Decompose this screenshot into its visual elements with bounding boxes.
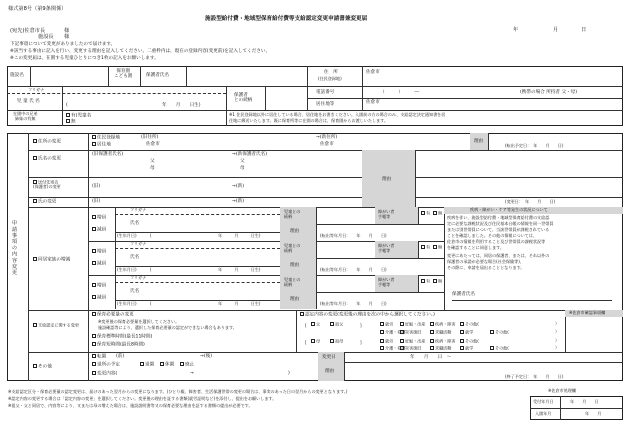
cert-reason-option[interactable]: その他( — [490, 330, 509, 335]
checkbox[interactable] — [433, 211, 437, 215]
footnote-2: ※認定内容の変更する場合は「認定内容の変更」を選択してください。変更後の理由を証する書類(就労証明など)を添付し、提出をお願いします。 — [8, 396, 277, 401]
old-address-label: (旧住所) — [141, 135, 159, 140]
member-birth-format: 年 月 日生) — [218, 301, 261, 306]
cert-bracket-close: ） — [555, 329, 560, 334]
sibling-label: 在園中の兄弟 姉妹の有無 — [13, 111, 38, 121]
checkbox[interactable] — [311, 339, 315, 343]
checkbox[interactable] — [92, 354, 96, 358]
new-guardian-name-label: →(新保護者氏名) — [232, 152, 267, 157]
checkbox[interactable] — [430, 330, 434, 334]
checkbox[interactable] — [140, 362, 144, 366]
member-name-label: 氏名 — [130, 289, 140, 294]
checkbox[interactable] — [66, 119, 70, 123]
certification-office-label: ※佐倉市確認事項欄 — [569, 310, 606, 315]
new-address-label: →(新住所) — [316, 135, 338, 140]
form-number: 様式第8号（第9条関係） — [8, 6, 67, 12]
member-disability-label: 障がい者 手帳等 — [378, 277, 395, 287]
member-transfer-date: (転出等年月日： 年 月 日) — [320, 301, 387, 306]
disability-notice-line-2: 定に必要な課税状況及び住民基本台帳の情報を同一世帯員 — [447, 221, 554, 226]
cert-reason-option[interactable]: 就労 — [380, 322, 393, 327]
member-relation-label: 児童との 続柄 — [284, 243, 301, 253]
surname-change-option[interactable]: 氏の変更 — [33, 199, 56, 205]
checkbox[interactable] — [92, 249, 96, 253]
checkbox[interactable] — [330, 339, 334, 343]
intro-line-3: ※この変更届は、在園する児童ひとりにつき1枚の記入をお願いします。 — [10, 56, 159, 61]
member-birth-open: ( — [150, 233, 152, 238]
disability-notice-line-6: を確認することに同意します。 — [447, 245, 504, 250]
sibling-no-option[interactable]: 無 — [66, 119, 76, 125]
member-birth-label: (生年月日) — [117, 233, 137, 238]
addressee-city-honorific: 様 — [64, 28, 70, 34]
surname-old: (旧) — [92, 199, 101, 204]
member-furigana-label: フリガナ — [130, 275, 147, 280]
send-new: →(新) — [232, 184, 245, 189]
form-title: 施設型給付費・地域型保育給付費等支給認定変更申請書兼変更届 — [205, 16, 368, 22]
other-reason-label: 理由 — [325, 369, 335, 374]
cert-reason-option[interactable]: その他( — [490, 346, 509, 351]
residence-notice-2: 住地に郵送いたします。既に保育所等に在園の場合は、保育園からお渡しいたします。 — [229, 118, 388, 123]
moving-date: (転出予定日： 年 月 日) — [505, 143, 564, 148]
checkbox[interactable] — [433, 279, 437, 283]
application-form-page: 様式第8号（第9条関係） 施設型給付費・地域型保育給付費等支給認定変更申請書兼変更届 年 月 日 (宛先)佐倉市長 様 施設長 様 下記事項について変更がありましたので届けます。 ※該当する事由に記入を行い、変更する理由を記入してください。二重枠内は、現在の登録内容(変更前)を記入してください。 ※この変更届は、在園する児童ひとりにつき1枚の記入をお願いします。 施設名 保育園 こども園 保護者氏名 住 所 (住民登録地) 佐倉市 フリガナ 児 童 氏 名 ( 年 月 日生) 保護者 との続柄 電話番号 （ ） ― (携帯の場合 所持者 父・母) 居住地等 佐倉市 在園中の兄弟 姉妹の有無 有(児童名 無 ※1 住民登録地以外に居住している場合、居住地をお書きください。入園前の方の場合のみ、支給認定決定通知書を居 住地に郵送いたします。既に保育所等に在園の場合は、保育園からお渡しいたします。 申請事項の内容変更 住所の変更 住民登録地 居住地 (旧住所) 佐倉市 →(新住所) 佐倉市 理由 (転出予定日： 年 月 日) 氏名の変更 (旧保護者氏名) 父 母 →(新保護者氏名) 父 母 理由 送付先宛名 (保護者)の変更 (旧) →(新) 氏の変更 (旧) →(新) (変更日： 年 月 日) 同居家族の増減 増員 減員 フリガナ 氏名 (生年月日) ( 年 月 日生) 児童との 続柄 障がい者 手帳等 有 無 理由 (転出等年月日： 年 月 日) 増員 減員 フリガナ 氏名 (生年月日) ( 年 月 日生) 児童との 続柄 障がい者 手帳等 有 無 理由 (転出等年月日： 年 月 日) 増員 減員 フリガナ 氏名 (生年月日) ( 年 月 日生) 児童との 続柄 障がい者 手帳等 有 無 理由 (転出等年月日： 年 月 日) 疾病・障がい・ケア等発生の状況について 疾病を伴い、施設型給付費・地域型保育給付費の支給認 定に必要な課税状況及び住民基本台帳の情報を同一世帯員 または別世帯員について、当該世帯員が課税されている ことを確認しました。その他の情報については、 佐倉市の情報を利用すること及び世帯員の課税状況等 を確認することに同意します。 変更にあたっては、同居の保護者、または、それ以外の 保護者の承諾が必要な場合(社会保険等)、 その際に、申請を届出ることとなります。 保護者氏名 支給認定に関する変更 保育必要量の変更 ※変更後の保育必要量を選択してください。 施設確認等により、選択した保育必要量の認定ができない場合もあります。 保育標準時間(最長11時間) 保育短時間(最長8時間) 認定内容の変更(変更後の理由を次の中から選択してください。) ※佐倉市確認事項欄 [ 父 祖父 ] 就労 妊娠・出産 疾病・障害 その他( ） 介護・看護 災害復旧 求職活動 就学 その他( ） [ 母 祖母 ] 就労 妊娠・出産 疾病・障害 その他( ） 介護・看護 災害復旧 求職活動 就学 その他( ） その他 転園 (前) →(後) 退所の予定 退園 休園 廃止 変更内容( → ) 変更日 年 月 日 ～ 理由 (終了予定日： 年 月 日) ※支給認定区分・保育必要量の認定変更は、届けのあった翌月からの変更になります。(ひとり親、障害者、生活保護世帯の変更の場合は、事実のあった日の翌月からの変更となります。) ※認定内容の変更する場合は「認定内容の変更」を選択してください。変更後の理由を証する書類(就労証明など)を添付し、提出をお願いします。 ※祖父・父と同居で、内容等により、又または母の増えた場合は、施設説明書等又の保育必要な理由を証する書類の提出が必要です。 ※佐倉市処理欄 受付年月日 年 月 日 入園年月 年 月 — [0, 0, 630, 439]
member-disability-label: 障がい者 手帳等 — [378, 243, 395, 253]
checkbox[interactable] — [490, 330, 494, 334]
office-entered-format: 年 月 — [585, 411, 602, 416]
withdraw-opt-2[interactable]: 休園 — [160, 362, 174, 368]
disability-notice-line-9: その際に、申請を届出ることとなります。 — [447, 265, 525, 270]
cert-reason-option[interactable]: 就学 — [460, 330, 473, 335]
cert-reason-option[interactable]: 妊娠・出産 — [400, 339, 425, 344]
send-address-change-option[interactable]: 送付先宛名 (保護者)の変更 — [33, 179, 61, 190]
cert-bracket-close: ） — [555, 321, 560, 326]
member-reason-label: 理由 — [290, 297, 300, 302]
cert-reason-option[interactable]: 疾病・障害 — [430, 322, 455, 327]
cert-reason-option[interactable]: 就労 — [380, 339, 393, 344]
cert-bracket-close: ） — [555, 345, 560, 350]
household-decrease-option[interactable]: 減員 — [92, 227, 106, 233]
change-date-format: 年 月 日 ～ — [410, 355, 452, 360]
member-disability-label: 障がい者 手帳等 — [378, 209, 395, 219]
member-name-label: 氏名 — [130, 255, 140, 260]
transfer-option[interactable]: 転園 — [92, 354, 106, 360]
cert-person-c[interactable]: 祖母 — [330, 339, 343, 344]
disability-notice-line-1: 疾病を伴い、施設型給付費・地域型保育給付費の支給認 — [447, 215, 550, 220]
checkbox[interactable] — [92, 362, 96, 366]
checkbox[interactable] — [400, 330, 404, 334]
member-birth-format: 年 月 日生) — [218, 233, 261, 238]
checkbox[interactable] — [92, 371, 96, 375]
residence-notice-1: ※1 住民登録地以外に居住している場合、居住地をお書きください。入園前の方の場合のみ、支給認定決定通知書を居 — [229, 112, 446, 117]
checkbox[interactable] — [430, 346, 434, 350]
end-date: (終了予定日： 年 月 日) — [505, 374, 564, 379]
disability-notice-line-7: 変更にあたっては、同居の保護者、または、それ以外の — [447, 253, 550, 258]
contents-change-option[interactable]: 変更内容( — [92, 371, 117, 377]
child-birth-open: ( — [66, 103, 68, 108]
transfer-from: (前) — [116, 354, 125, 359]
member-furigana-label: フリガナ — [130, 241, 147, 246]
checkbox[interactable] — [180, 362, 184, 366]
old-address-city: 佐倉市 — [146, 142, 160, 147]
furigana-label: フリガナ — [28, 87, 45, 92]
member-birth-label: (生年月日) — [117, 301, 137, 306]
old-guardian-name-label: (旧保護者氏名) — [92, 152, 124, 157]
checkbox[interactable] — [311, 322, 315, 326]
care-amount-change-option[interactable]: 保育必要量の変更 — [92, 312, 134, 318]
facility-label: 施設名 — [10, 73, 24, 78]
checkbox[interactable] — [460, 330, 464, 334]
cert-bracket-close: ） — [555, 338, 560, 343]
cert-reason-option[interactable]: その他( — [460, 322, 479, 327]
address-sub-label: (住民登録地) — [318, 76, 342, 81]
withdraw-opt-1[interactable]: 退園 — [140, 362, 154, 368]
care-amount-note: ※変更後の保育必要量を選択してください。 — [98, 319, 180, 324]
disability-notice-line-8: 保護者の承諾が必要な場合(社会保険等)、 — [447, 259, 524, 264]
relation-label: 保護者 との続柄 — [234, 93, 253, 104]
member-birth-open: ( — [150, 267, 152, 272]
contents-close: ) — [288, 371, 290, 376]
household-increase-option[interactable]: 増員 — [92, 215, 106, 221]
residence-address-option[interactable]: 居住地 — [92, 142, 111, 148]
surname-new: →(新) — [232, 199, 245, 204]
old-guardian-father: 父 — [150, 159, 155, 164]
checkbox[interactable] — [33, 364, 37, 368]
disability-notice-title: 疾病・障がい・ケア等発生の状況について — [470, 207, 548, 212]
checkbox[interactable] — [66, 113, 70, 117]
disability-notice-line-4: ことを確認しました。その他の情報については、 — [447, 233, 537, 238]
certification-reason-option[interactable]: 認定内容の変更(変更後の理由を次の中から選択してください。) — [300, 312, 435, 318]
address-value: 佐倉市 — [366, 70, 380, 75]
checkbox[interactable] — [33, 156, 37, 160]
cert-reason-option[interactable]: 妊娠・出産 — [400, 322, 425, 327]
household-change-option[interactable]: 同居家族の増減 — [33, 257, 70, 263]
change-date-label: 変更日 — [322, 355, 336, 360]
phone-owner: (携帯の場合 所持者 父・母) — [520, 90, 578, 95]
checkbox[interactable] — [92, 342, 96, 346]
checkbox[interactable] — [460, 346, 464, 350]
addressee-director: 施設長 — [38, 34, 54, 40]
new-guardian-mother: 母 — [240, 166, 245, 171]
member-transfer-date: (転出等年月日： 年 月 日) — [320, 267, 387, 272]
addressee-director-honorific: 様 — [64, 34, 70, 40]
checkbox[interactable] — [380, 330, 384, 334]
care-amount-note-2: 施設確認等により、選択した保育必要量の認定ができない場合もあります。 — [98, 325, 237, 330]
facility-type: 保育園 こども園 — [114, 69, 133, 80]
residence-value: 佐倉市 — [366, 100, 380, 105]
checkbox[interactable] — [400, 322, 404, 326]
residence-label: 居住地等 — [316, 102, 335, 107]
disability-notice-line-5: 佐倉市の情報を利用すること及び世帯員の課税状況等 — [447, 239, 546, 244]
checkbox[interactable] — [33, 139, 37, 143]
footnote-3: ※祖父・父と同居で、内容等により、又または母の増えた場合は、施設説明書等又の保育必要な理由を証する書類の提出が必要です。 — [8, 403, 253, 408]
date-day: 日 — [581, 27, 587, 33]
side-label: 申請事項の内容変更 — [11, 220, 17, 276]
disability-yes-option[interactable]: 有 — [421, 211, 430, 216]
checkbox[interactable] — [92, 227, 96, 231]
member-birth-open: ( — [150, 301, 152, 306]
checkbox[interactable] — [421, 279, 425, 283]
withdrawal-option[interactable]: 退所の予定 — [92, 362, 120, 368]
guardian-name-label: 保護者氏名 — [146, 73, 169, 78]
addressee-city: (宛先)佐倉市長 — [10, 28, 46, 34]
disability-no-option[interactable]: 無 — [433, 211, 442, 216]
member-name-label: 氏名 — [130, 221, 140, 226]
address-label: 住 所 — [324, 70, 338, 75]
cert-person-c[interactable]: 祖父 — [330, 322, 343, 327]
member-relation-label: 児童との 続柄 — [284, 277, 301, 287]
contents-arrow: → — [190, 371, 194, 376]
withdraw-opt-3[interactable]: 廃止 — [180, 362, 194, 368]
office-received-format: 年 月 日 — [570, 399, 599, 404]
disability-notice-line-3: または別世帯員について、当該世帯員が課税されている — [447, 227, 550, 232]
checkbox[interactable] — [33, 257, 37, 261]
name-change-option[interactable]: 氏名の変更 — [33, 156, 61, 162]
checkbox[interactable] — [430, 322, 434, 326]
household-decrease-option[interactable]: 減員 — [92, 261, 106, 267]
checkbox[interactable] — [380, 322, 384, 326]
checkbox[interactable] — [421, 245, 425, 249]
address-reason-label: 理由 — [474, 139, 484, 144]
member-birth-format: 年 月 日生) — [218, 267, 261, 272]
checkbox[interactable] — [380, 339, 384, 343]
cert-reason-option[interactable]: 災害復旧 — [400, 330, 421, 335]
child-birth-format: 年 月 日生) — [162, 103, 201, 108]
office-received-label: 受付年月日 — [533, 399, 554, 404]
member-furigana-label: フリガナ — [130, 207, 147, 212]
cert-reason-option[interactable]: 介護・看護 — [380, 330, 405, 335]
name-reason-label: 理由 — [382, 177, 392, 182]
cert-reason-option[interactable]: その他( — [460, 339, 479, 344]
checkbox[interactable] — [160, 362, 164, 366]
short-hours-option[interactable]: 保育短時間(最長8時間) — [92, 342, 145, 348]
member-reason-label: 理由 — [290, 229, 300, 234]
checkbox[interactable] — [421, 211, 425, 215]
cert-reason-option[interactable]: 疾病・障害 — [430, 339, 455, 344]
checkbox[interactable] — [92, 261, 96, 265]
certification-change-option[interactable]: 支給認定に関する変更 — [33, 323, 79, 328]
footnote-1: ※支給認定区分・保育必要量の認定変更は、届けのあった翌月からの変更になります。(ひとり親、障害者、生活保護世帯の変更の場合は、事実のあった日の翌月からの変更となります。) — [8, 389, 348, 394]
child-name-label: 児 童 氏 名 — [17, 99, 40, 104]
transfer-to: →(後) — [200, 354, 213, 359]
checkbox[interactable] — [92, 142, 96, 146]
checkbox[interactable] — [330, 322, 334, 326]
checkbox[interactable] — [92, 135, 96, 139]
member-reason-label: 理由 — [290, 263, 300, 268]
checkbox[interactable] — [380, 346, 384, 350]
date-year: 年 — [513, 27, 519, 33]
intro-line-2: ※該当する事由に記入を行い、変更する理由を記入してください。二重枠内は、現在の登録内容(変更前)を記入してください。 — [10, 49, 271, 54]
household-increase-option[interactable]: 増員 — [92, 249, 106, 255]
checkbox[interactable] — [490, 346, 494, 350]
phone-format: （ ） ― — [380, 90, 420, 95]
address-change-option[interactable]: 住所の変更 — [33, 139, 61, 145]
disability-yes-option[interactable]: 有 — [421, 279, 430, 284]
checkbox[interactable] — [92, 283, 96, 287]
checkbox[interactable] — [33, 199, 37, 203]
checkbox[interactable] — [460, 322, 464, 326]
checkbox[interactable] — [400, 339, 404, 343]
notice-guardian-sign: 保護者氏名 — [452, 292, 475, 297]
date-month: 月 — [553, 27, 559, 33]
old-guardian-mother: 母 — [150, 166, 155, 171]
new-guardian-father: 父 — [240, 159, 245, 164]
cert-reason-option[interactable]: 災害復旧 — [400, 346, 421, 351]
intro-line-1: 下記事項について変更がありましたので届けます。 — [10, 42, 116, 47]
new-address-city: 佐倉市 — [320, 142, 334, 147]
send-old: (旧) — [92, 184, 101, 189]
sibling-yes-option[interactable]: 有(児童名 — [66, 113, 91, 119]
checkbox[interactable] — [92, 334, 96, 338]
other-change-option[interactable]: その他 — [33, 364, 52, 370]
office-use-title: ※佐倉市処理欄 — [548, 388, 576, 393]
household-increase-option[interactable]: 増員 — [92, 283, 106, 289]
cert-reason-option[interactable]: 求職活動 — [430, 330, 451, 335]
office-entered-label: 入園年月 — [535, 411, 552, 416]
disability-no-option[interactable]: 無 — [433, 245, 442, 250]
standard-hours-option[interactable]: 保育標準時間(最長11時間) — [92, 334, 152, 340]
registered-address-option[interactable]: 住民登録地 — [92, 135, 120, 141]
member-transfer-date: (転出等年月日： 年 月 日) — [320, 233, 387, 238]
checkbox[interactable] — [33, 323, 37, 327]
checkbox[interactable] — [433, 245, 437, 249]
checkbox[interactable] — [92, 295, 96, 299]
checkbox[interactable] — [92, 215, 96, 219]
checkbox[interactable] — [92, 312, 96, 316]
disability-no-option[interactable]: 無 — [433, 279, 442, 284]
cert-person-a[interactable]: 父 — [311, 322, 320, 327]
surname-change-date: (変更日： 年 月 日) — [505, 199, 556, 204]
member-relation-label: 児童との 続柄 — [284, 209, 301, 219]
checkbox[interactable] — [430, 339, 434, 343]
cert-reason-option[interactable]: 求職活動 — [430, 346, 451, 351]
member-birth-label: (生年月日) — [117, 267, 137, 272]
cert-person-a[interactable]: 母 — [311, 339, 320, 344]
cert-reason-option[interactable]: 介護・看護 — [380, 346, 405, 351]
household-decrease-option[interactable]: 減員 — [92, 295, 106, 301]
phone-label: 電話番号 — [316, 90, 335, 95]
checkbox[interactable] — [400, 346, 404, 350]
checkbox[interactable] — [460, 339, 464, 343]
disability-yes-option[interactable]: 有 — [421, 245, 430, 250]
checkbox[interactable] — [300, 312, 304, 316]
cert-reason-option[interactable]: 就学 — [460, 346, 473, 351]
